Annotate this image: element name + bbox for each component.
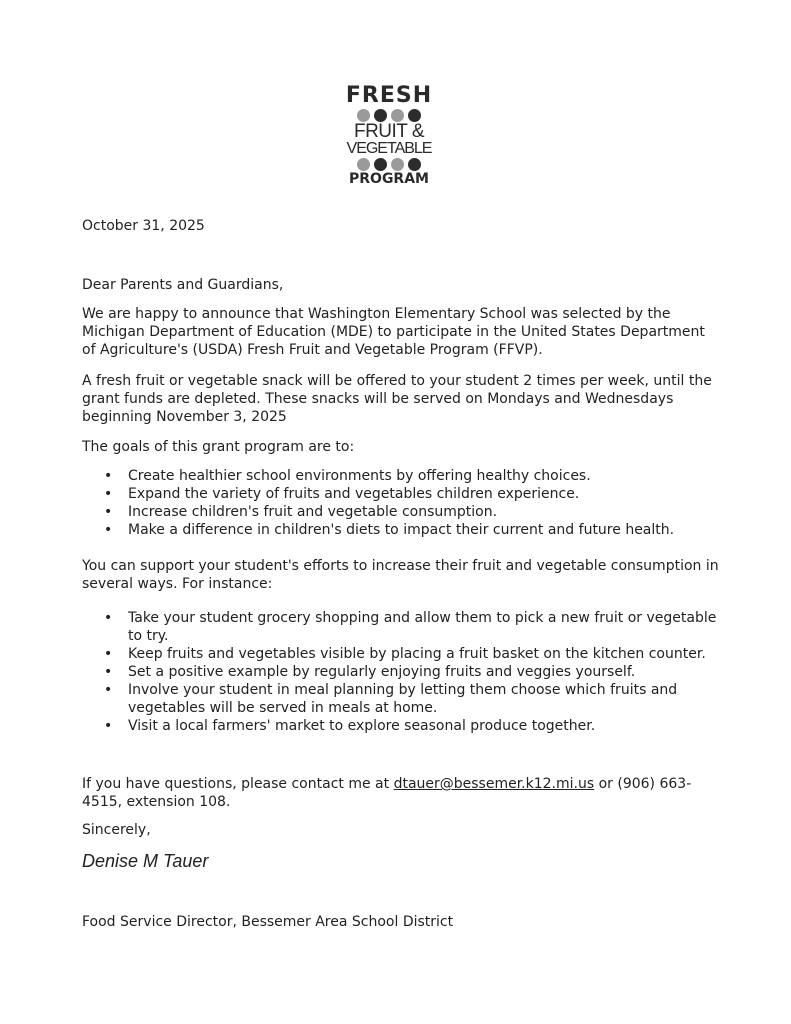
dot-icon	[357, 109, 370, 122]
contact-paragraph	[82, 775, 722, 811]
logo-vegetable-text: VEGETABLE	[346, 140, 432, 157]
logo-dots-bottom	[343, 157, 435, 171]
ffvp-logo	[343, 84, 435, 200]
dot-icon	[391, 109, 404, 122]
list-item: • Increase children's fruit and vegetable consumption.	[82, 503, 722, 521]
list-item: • Involve your student in meal planning by letting them choose which fruits and vegetables will be served in meals at home.	[82, 681, 722, 717]
intro-paragraph: We are happy to announce that Washington Elementary School was selected by the Michigan Department of Education (MDE) to participate in the United States Department of Agriculture's (USDA) Fresh Fruit and Vegetable Program (FFVP).	[82, 306, 705, 358]
goals-intro: The goals of this grant program are to:	[82, 439, 355, 455]
letter-date: October 31, 2025	[82, 218, 205, 234]
signature: Denise M Tauer	[82, 851, 209, 871]
list-item: • Keep fruits and vegetables visible by placing a fruit basket on the kitchen counter.	[82, 645, 722, 663]
snack-paragraph: A fresh fruit or vegetable snack will be offered to your student 2 times per week, until the grant funds are depleted. These snacks will be served on Mondays and Wednesdays beginning November 3, 2025	[82, 373, 712, 425]
dot-icon	[408, 158, 421, 171]
list-item: • Take your student grocery shopping and allow them to pick a new fruit or vegetable to try.	[82, 609, 722, 645]
list-item: • Make a difference in children's diets to impact their current and future health.	[82, 521, 722, 539]
dot-icon	[391, 158, 404, 171]
list-item: • Visit a local farmers' market to explore seasonal produce together.	[82, 717, 722, 735]
closing: Sincerely,	[82, 822, 151, 838]
list-item: • Create healthier school environments by offering healthy choices.	[82, 467, 722, 485]
dot-icon	[374, 109, 387, 122]
salutation: Dear Parents and Guardians,	[82, 277, 284, 293]
dot-icon	[374, 158, 387, 171]
dot-icon	[408, 109, 421, 122]
contact-email-link[interactable]: dtauer@bessemer.k12.mi.us	[393, 776, 595, 792]
dot-icon	[357, 158, 370, 171]
contact-suffix: or (906) 663-4515, extension 108.	[82, 776, 692, 810]
logo-fruit-text: FRUIT &	[353, 121, 425, 142]
logo-dots-top	[343, 108, 435, 122]
logo-program-text: PROGRAM	[349, 171, 429, 187]
support-intro: You can support your student's efforts to increase their fruit and vegetable consumption in several ways. For instance:	[82, 558, 719, 592]
logo-fresh-text: FRESH	[345, 83, 433, 108]
list-item: • Expand the variety of fruits and vegetables children experience.	[82, 485, 722, 503]
goals-list	[82, 467, 722, 539]
signer-title: Food Service Director, Bessemer Area School District	[82, 914, 454, 930]
list-item: • Set a positive example by regularly enjoying fruits and veggies yourself.	[82, 663, 722, 681]
tips-list	[82, 609, 722, 735]
contact-prefix: If you have questions, please contact me at	[82, 776, 394, 792]
